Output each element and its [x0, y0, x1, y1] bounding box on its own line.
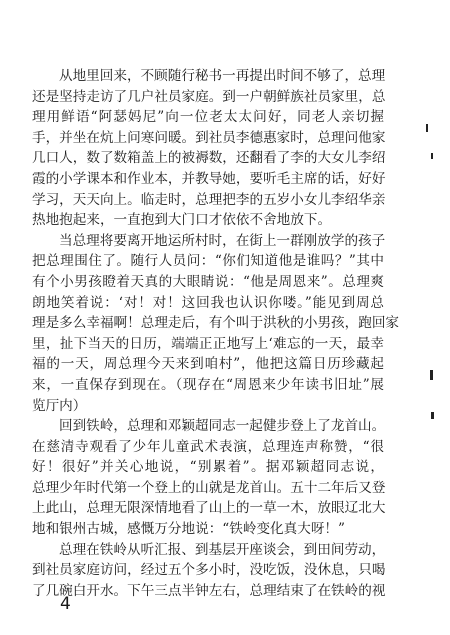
scan-mark: [426, 124, 428, 132]
text-line: 理是多么幸福啊！总理走后，有个叫于洪秋的小男孩，跑回家: [32, 315, 400, 332]
text-line: 了几碗白开水。下午三点半钟左右，总理结束了在铁岭的视: [32, 582, 386, 599]
page-number: 4: [60, 594, 71, 614]
text-line: 上此山，总理无限深情地看了山上的一草一木，放眼辽北大: [32, 500, 386, 517]
paragraph-4: [32, 540, 384, 602]
text-line: 几口人，数了数箱盖上的被褥数，还翻看了李的大女儿李绍: [32, 150, 386, 167]
paragraph-1: [32, 66, 384, 231]
text-line: 好！很好”并关心地说，“别累着”。据邓颖超同志说，: [32, 459, 384, 476]
text-line: 理用鲜语“阿瑟妈尼”向一位老太太问好，同老人亲切握: [32, 109, 384, 126]
scan-mark: [431, 412, 434, 419]
text-line: 来，一直保存到现在。（现存在“周恩来少年读书旧址”展: [32, 376, 384, 393]
text-line: 热地抱起来，一直抱到大门口才依依不舍地放下。: [32, 212, 332, 229]
text-line: 还是坚持走访了几户社员家庭。到一户朝鲜族社员家里，总: [32, 88, 386, 105]
paragraph-2: [32, 231, 400, 416]
text-line: 地和银州古城，感慨万分地说：“铁岭变化真大呀！”: [32, 521, 345, 538]
text-line: 回到铁岭，总理和邓颖超同志一起健步登上了龙首山。: [59, 418, 386, 435]
text-line: 总理在铁岭从听汇报、到基层开座谈会，到田间劳动，: [59, 541, 386, 558]
scan-mark: [430, 370, 433, 380]
text-line: 总理少年时代第一个登上的山就是龙首山。五十二年后又登: [32, 479, 386, 496]
text-line: 霞的小学课本和作业本，并教导她，要听毛主席的话，好好: [32, 170, 386, 187]
text-line: 手，并坐在炕上问寒问暖。到社员李德惠家时，总理问他家: [32, 129, 386, 146]
text-line: 到社员家庭访问，经过五个多小时，没吃饭，没休息，只喝: [32, 562, 386, 579]
text-line: 里，扯下当天的日历，端端正正地写上‘难忘的一天，最幸: [32, 335, 384, 352]
text-line: 福的一天，周总理今天来到咱村”，他把这篇日历珍藏起: [32, 356, 384, 373]
text-line: 有个小男孩瞪着天真的大眼睛说：“他是周恩来”。总理爽: [32, 273, 384, 290]
scan-mark: [431, 153, 433, 159]
text-line: 从地里回来，不顾随行秘书一再提出时间不够了，总理: [59, 68, 386, 84]
text-line: 学习，天天向上。临走时，总理把李的五岁小女儿李绍华亲: [32, 191, 386, 208]
text-line: 把总理围住了。随行人员问：“你们知道他是谁吗？”其中: [32, 253, 384, 270]
text-line: 朗地笑着说：‘对！对！这回我也认识你喽。”能见到周总: [32, 294, 384, 311]
document-body: [32, 66, 400, 601]
text-line: 览厅内）: [32, 397, 87, 414]
text-line: 在慈清寺观看了少年儿童武术表演，总理连声称赞，“很: [32, 438, 384, 455]
paragraph-3: [32, 416, 384, 540]
text-line: 当总理将要离开地运所村时，在街上一群刚放学的孩子: [59, 232, 386, 249]
